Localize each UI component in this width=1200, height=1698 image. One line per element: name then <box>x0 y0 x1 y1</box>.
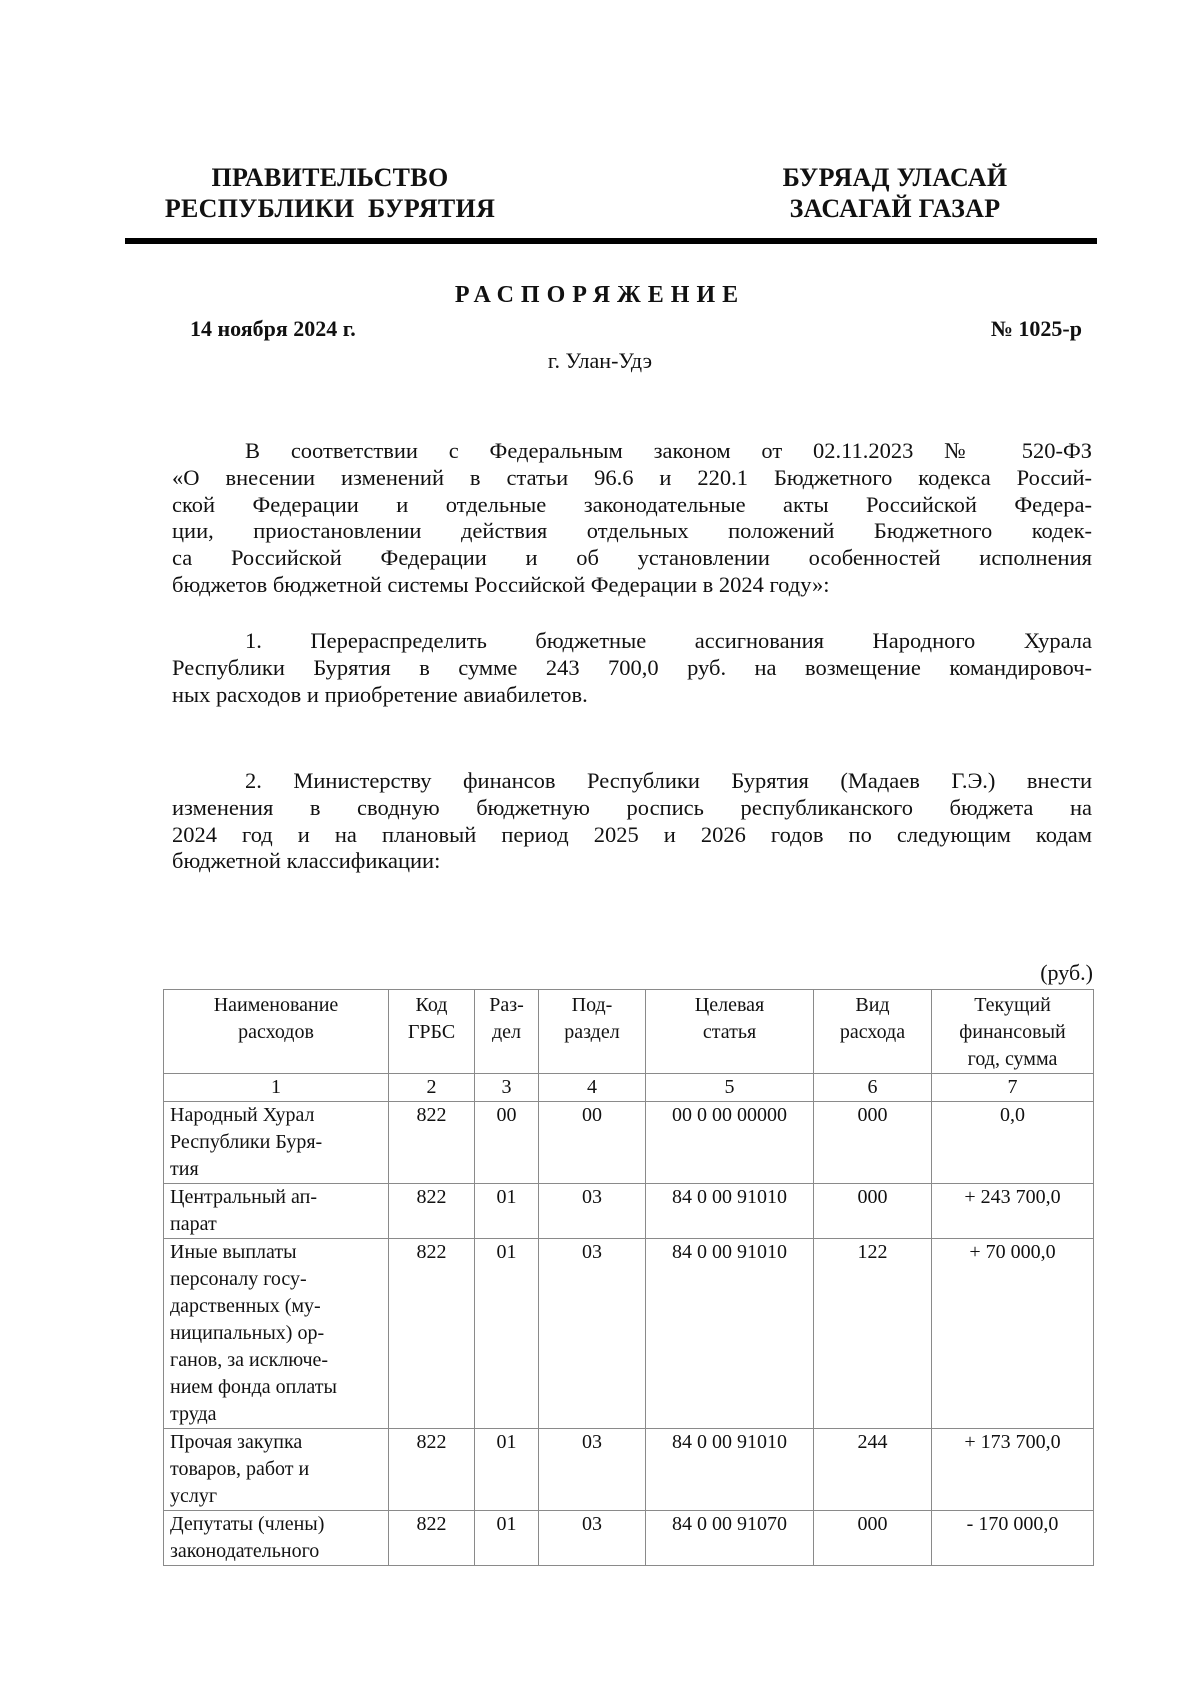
text-line: бюджетной классификации: <box>172 848 441 874</box>
amount: + 243 700,0 <box>932 1184 1094 1239</box>
paragraph-preamble <box>172 438 1092 599</box>
text-line: ской Федерации и отдельные законодательные акты Российской Федера- <box>172 491 1092 517</box>
text-line: ных расходов и приобретение авиабилетов. <box>172 681 588 707</box>
razdel-code: 01 <box>475 1239 539 1429</box>
column-number-row <box>164 1074 1094 1102</box>
table-unit-label: (руб.) <box>1040 960 1093 985</box>
podrazdel-code: 03 <box>539 1184 646 1239</box>
razdel-code: 00 <box>475 1102 539 1184</box>
target-article-code: 84 0 00 91010 <box>646 1429 814 1511</box>
amount: + 70 000,0 <box>932 1239 1094 1429</box>
column-header-razdel: Раз- дел <box>475 990 539 1074</box>
issuer-line: ПРАВИТЕЛЬСТВО <box>211 163 449 192</box>
amount: 0,0 <box>932 1102 1094 1184</box>
expense-type-code: 000 <box>814 1102 932 1184</box>
document-city: г. Улан-Удэ <box>547 348 653 373</box>
text-line: «О внесении изменений в статьи 96.6 и 220.1 Бюджетного кодекса Россий- <box>172 464 1092 490</box>
text-line: 2024 год и на плановый период 2025 и 2026 годов по следующим кодам <box>172 821 1092 847</box>
text-line: изменения в сводную бюджетную роспись республиканского бюджета на <box>172 794 1092 820</box>
column-header-summa: Текущий финансовый год, сумма <box>932 990 1094 1074</box>
expense-name: Центральный ап- парат <box>164 1184 389 1239</box>
text-line: са Российской Федерации и об установлении особенностей исполнения <box>172 545 1092 571</box>
column-number: 3 <box>475 1074 539 1102</box>
razdel-code: 01 <box>475 1429 539 1511</box>
column-number: 7 <box>932 1074 1094 1102</box>
text-line: 2. Министерству финансов Республики Бурятия (Мадаев Г.Э.) внести <box>245 768 1092 793</box>
issuer-name-russian <box>150 162 510 224</box>
document-type-title: РАСПОРЯЖЕНИЕ <box>454 282 746 308</box>
column-number: 6 <box>814 1074 932 1102</box>
column-header-name: Наименование расходов <box>164 990 389 1074</box>
issuer-line: БУРЯАД УЛАСАЙ <box>782 163 1008 192</box>
amount: - 170 000,0 <box>932 1511 1094 1566</box>
razdel-code: 01 <box>475 1511 539 1566</box>
target-article-code: 00 0 00 00000 <box>646 1102 814 1184</box>
amount: + 173 700,0 <box>932 1429 1094 1511</box>
column-header-vid: Вид расхода <box>814 990 932 1074</box>
razdel-code: 01 <box>475 1184 539 1239</box>
paragraph-item-1 <box>172 628 1092 708</box>
podrazdel-code: 03 <box>539 1239 646 1429</box>
podrazdel-code: 03 <box>539 1511 646 1566</box>
column-number: 2 <box>389 1074 475 1102</box>
expense-name: Иные выплаты персоналу госу- дарственных (му- ниципальных) ор- ганов, за исключе- нием фонда оплаты труда <box>164 1239 389 1429</box>
table-row <box>164 1511 1094 1566</box>
expense-name: Прочая закупка товаров, работ и услуг <box>164 1429 389 1511</box>
grbs-code: 822 <box>389 1184 475 1239</box>
target-article-code: 84 0 00 91010 <box>646 1239 814 1429</box>
expense-type-code: 122 <box>814 1239 932 1429</box>
grbs-code: 822 <box>389 1429 475 1511</box>
header-rule <box>125 238 1097 244</box>
column-number: 1 <box>164 1074 389 1102</box>
expense-name: Народный Хурал Республики Буря- тия <box>164 1102 389 1184</box>
column-number: 5 <box>646 1074 814 1102</box>
text-line: бюджетов бюджетной системы Российской Федерации в 2024 году»: <box>172 571 830 597</box>
expense-type-code: 244 <box>814 1429 932 1511</box>
issuer-line: РЕСПУБЛИКИ БУРЯТИЯ <box>164 194 496 223</box>
table-row <box>164 1239 1094 1429</box>
column-header-celevaya: Целевая статья <box>646 990 814 1074</box>
text-line: 1. Перераспределить бюджетные ассигнования Народного Хурала <box>245 628 1092 653</box>
grbs-code: 822 <box>389 1511 475 1566</box>
budget-classification-table <box>163 989 1094 1566</box>
text-line: В соответствии с Федеральным законом от 02.11.2023 № 520-ФЗ <box>245 438 1092 463</box>
table-row <box>164 1429 1094 1511</box>
target-article-code: 84 0 00 91010 <box>646 1184 814 1239</box>
table-row <box>164 1184 1094 1239</box>
grbs-code: 822 <box>389 1239 475 1429</box>
table-header-row <box>164 990 1094 1074</box>
target-article-code: 84 0 00 91070 <box>646 1511 814 1566</box>
expense-type-code: 000 <box>814 1511 932 1566</box>
text-line: Республики Бурятия в сумме 243 700,0 руб. на возмещение командировоч- <box>172 654 1092 680</box>
column-header-grbs: Код ГРБС <box>389 990 475 1074</box>
document-number: № 1025-р <box>990 316 1082 341</box>
issuer-line: ЗАСАГАЙ ГАЗАР <box>789 194 1001 223</box>
table-row <box>164 1102 1094 1184</box>
column-number: 4 <box>539 1074 646 1102</box>
expense-name: Депутаты (члены) законодательного <box>164 1511 389 1566</box>
column-header-podrazdel: Под- раздел <box>539 990 646 1074</box>
grbs-code: 822 <box>389 1102 475 1184</box>
podrazdel-code: 00 <box>539 1102 646 1184</box>
paragraph-item-2 <box>172 768 1092 875</box>
podrazdel-code: 03 <box>539 1429 646 1511</box>
issuer-name-buryat <box>760 162 1030 224</box>
document-date: 14 ноября 2024 г. <box>190 316 356 341</box>
expense-type-code: 000 <box>814 1184 932 1239</box>
text-line: ции, приостановлении действия отдельных положений Бюджетного кодек- <box>172 518 1092 544</box>
